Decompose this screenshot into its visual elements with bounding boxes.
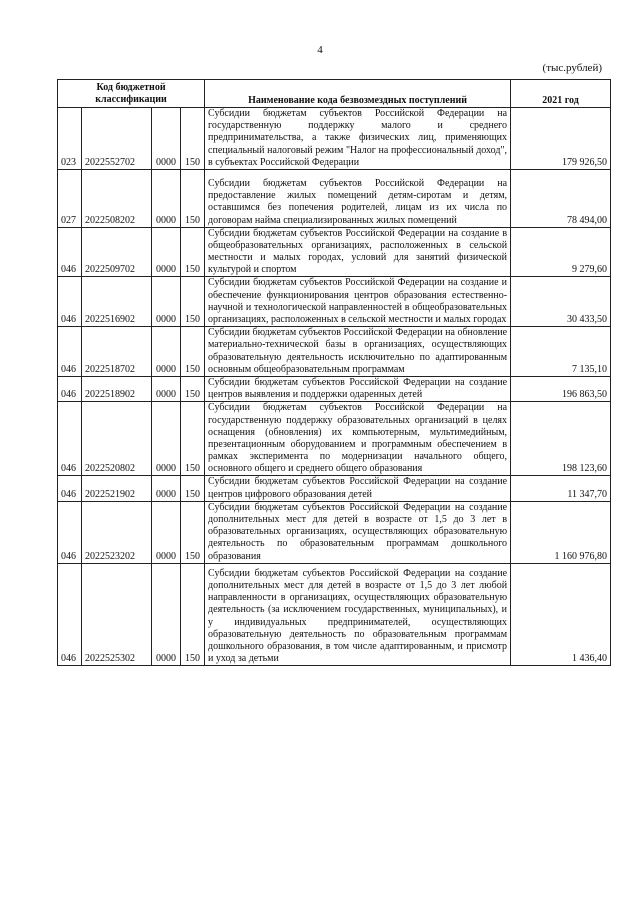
amount-2021: 196 863,50 [511, 376, 611, 401]
budget-code: 2022508202 [82, 169, 152, 227]
year-header: 2021 год [511, 80, 611, 108]
table-row [58, 108, 611, 170]
table-row [58, 376, 611, 401]
budget-table [57, 79, 611, 666]
amount-2021: 1 160 976,80 [511, 501, 611, 563]
budget-code: 2022523202 [82, 501, 152, 563]
kbk-header: Код бюджетной классификации [58, 80, 205, 108]
sub-code: 0000 [152, 563, 181, 666]
table-row [58, 563, 611, 666]
amount-2021: 11 347,70 [511, 476, 611, 501]
sub-code: 0000 [152, 402, 181, 476]
table-row [58, 476, 611, 501]
amount-2021: 198 123,60 [511, 402, 611, 476]
revenue-name: Субсидии бюджетам субъектов Российской Федерации на обновление материально-технической базы в организациях, осуществляющих образовательную деятельность исключительно по адаптированным основным общеобразовательным программам [205, 327, 511, 377]
sub-code: 0000 [152, 476, 181, 501]
revenue-name: Субсидии бюджетам субъектов Российской Федерации на создание дополнительных мест для детей в возрасте от 1,5 до 3 лет в образовательных организациях, осуществляющих образовательную деятельность по образовательным программам дошкольного образования [205, 501, 511, 563]
admin-code: 046 [58, 227, 82, 277]
units-label: (тыс.рублей) [542, 62, 602, 74]
revenue-name: Субсидии бюджетам субъектов Российской Федерации на создание центров цифрового образования детей [205, 476, 511, 501]
type-code: 150 [181, 476, 205, 501]
budget-code: 2022521902 [82, 476, 152, 501]
table-row [58, 327, 611, 377]
revenue-name: Субсидии бюджетам субъектов Российской Федерации на создание в общеобразовательных организациях, расположенных в сельской местности и малых городах, условий для занятий физической культурой и спортом [205, 227, 511, 277]
budget-code: 2022518902 [82, 376, 152, 401]
admin-code: 046 [58, 277, 82, 327]
sub-code: 0000 [152, 169, 181, 227]
budget-code: 2022518702 [82, 327, 152, 377]
type-code: 150 [181, 327, 205, 377]
type-code: 150 [181, 108, 205, 170]
sub-code: 0000 [152, 277, 181, 327]
admin-code: 023 [58, 108, 82, 170]
admin-code: 046 [58, 501, 82, 563]
type-code: 150 [181, 277, 205, 327]
name-header: Наименование кода безвозмездных поступлений [205, 80, 511, 108]
table-row [58, 501, 611, 563]
type-code: 150 [181, 563, 205, 666]
type-code: 150 [181, 169, 205, 227]
revenue-name: Субсидии бюджетам субъектов Российской Федерации на государственную поддержку образовательных организаций в целях оснащения (обновления) их компьютерным, мультимедийным, презентационным оборудованием и программным обеспечением в рамках эксперимента по модернизации начального общего, основного общего и среднего общего образования [205, 402, 511, 476]
type-code: 150 [181, 402, 205, 476]
budget-code: 2022520802 [82, 402, 152, 476]
budget-code: 2022525302 [82, 563, 152, 666]
amount-2021: 9 279,60 [511, 227, 611, 277]
sub-code: 0000 [152, 376, 181, 401]
admin-code: 046 [58, 402, 82, 476]
amount-2021: 179 926,50 [511, 108, 611, 170]
revenue-name: Субсидии бюджетам субъектов Российской Федерации на создание центров выявления и поддержки одаренных детей [205, 376, 511, 401]
type-code: 150 [181, 376, 205, 401]
budget-code: 2022516902 [82, 277, 152, 327]
budget-code: 2022509702 [82, 227, 152, 277]
table-row [58, 277, 611, 327]
type-code: 150 [181, 227, 205, 277]
amount-2021: 1 436,40 [511, 563, 611, 666]
page-number: 4 [317, 44, 323, 56]
sub-code: 0000 [152, 501, 181, 563]
amount-2021: 78 494,00 [511, 169, 611, 227]
table-row [58, 227, 611, 277]
table-row [58, 169, 611, 227]
admin-code: 027 [58, 169, 82, 227]
revenue-name: Субсидии бюджетам субъектов Российской Федерации на государственную поддержку малого и среднего предпринимательства, а также физических лиц, применяющих специальный налоговый режим "Налог на профессиональный доход", в субъектах Российской Федерации [205, 108, 511, 170]
table-row [58, 402, 611, 476]
admin-code: 046 [58, 327, 82, 377]
sub-code: 0000 [152, 108, 181, 170]
table-header-row [58, 80, 611, 108]
revenue-name: Субсидии бюджетам субъектов Российской Федерации на создание и обеспечение функционирования центров образования естественно-научной и технологической направленностей в общеобразовательных организациях, расположенных в сельской местности и малых городах [205, 277, 511, 327]
admin-code: 046 [58, 376, 82, 401]
revenue-name: Субсидии бюджетам субъектов Российской Федерации на создание дополнительных мест для детей в возрасте от 1,5 до 3 лет любой направленности в организациях, осуществляющих образовательную деятельность (за исключением государственных, муниципальных), и у индивидуальных предпринимателей, осуществляющих образовательную деятельность по образовательным программам дошкольного образования, в том числе адаптированным, и присмотр и уход за детьми [205, 563, 511, 666]
type-code: 150 [181, 501, 205, 563]
sub-code: 0000 [152, 227, 181, 277]
sub-code: 0000 [152, 327, 181, 377]
revenue-name: Субсидии бюджетам субъектов Российской Федерации на предоставление жилых помещений детям-сиротам и детям, оставшимся без попечения родителей, лицам из их числа по договорам найма специализированных жилых помещений [205, 169, 511, 227]
admin-code: 046 [58, 563, 82, 666]
amount-2021: 30 433,50 [511, 277, 611, 327]
budget-code: 2022552702 [82, 108, 152, 170]
admin-code: 046 [58, 476, 82, 501]
amount-2021: 7 135,10 [511, 327, 611, 377]
